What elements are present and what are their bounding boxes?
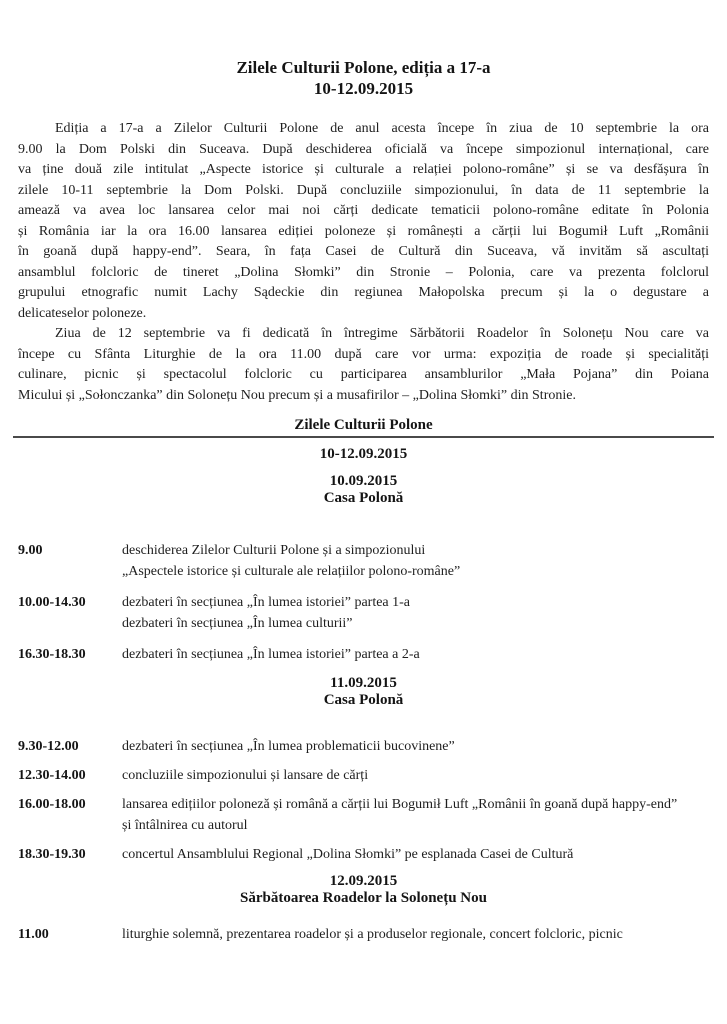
day-venue: Sărbătoarea Roadelor la Solonețu Nou (240, 890, 487, 906)
day-schedule-3 (18, 924, 709, 945)
schedule-description (122, 924, 709, 945)
schedule-row (18, 540, 709, 582)
schedule-description-line: „Aspectele istorice și culturale ale relațiilor polono-române” (122, 564, 461, 579)
paragraph-line: zilele 10-11 septembrie la Dom Polski. După concluziile simpozionului, în data de 11 septembrie la (18, 182, 709, 198)
day-date: 10.09.2015 (329, 473, 398, 489)
intro-section (18, 119, 709, 406)
schedule-row (18, 924, 709, 945)
schedule-description (122, 644, 709, 665)
schedule-description (122, 765, 709, 786)
paragraph-line: Micului și „Sołonczanka” din Solonețu Nou precum și a musafirilor – „Dolina Słomki” din Stronie. (18, 387, 576, 403)
schedule-time: 16.00-18.00 (18, 797, 86, 812)
divider (13, 436, 714, 438)
paragraph-line: amează va avea loc lansarea celor mai noi cărți dedicate tematicii polono-române editate în Polonia (18, 203, 709, 218)
program-title: Zilele Culturii Polone (294, 417, 433, 433)
program-date-range: 10-12.09.2015 (319, 446, 408, 462)
program-header (18, 416, 709, 464)
schedule-row (18, 644, 709, 665)
schedule-description (122, 540, 709, 582)
paragraph-line: Ediția a 17-a a Zilelor Culturii Polone de anul acesta începe în ziua de 10 septembrie la ora (55, 121, 709, 136)
day-date: 11.09.2015 (330, 675, 397, 691)
day-venue: Casa Polonă (323, 692, 404, 708)
schedule-description-line: dezbateri în secțiunea „În lumea istoriei” partea a 2-a (122, 647, 420, 662)
schedule-row (18, 844, 709, 865)
schedule-description (122, 844, 709, 865)
schedule-description-line: liturghie solemnă, prezentarea roadelor și a produselor regionale, concert folcloric, picnic (122, 927, 623, 942)
paragraph-line: începe cu Sfânta Liturghie de la ora 11.00 după care vor urma: expoziția de roade și specialități (18, 346, 709, 362)
paragraph-line: ansamblul folcloric de tineret „Dolina Słomki” din Stronie – Polonia, care va prezenta folclorul (18, 264, 709, 280)
schedule-time: 9.30-12.00 (18, 739, 79, 754)
schedule-description-line: dezbateri în secțiunea „În lumea problematicii bucovinene” (122, 739, 455, 754)
schedule-time: 12.30-14.00 (18, 768, 86, 783)
schedule-time: 16.30-18.30 (18, 647, 86, 662)
day-header-2 (18, 675, 709, 709)
schedule-description-line: lansarea edițiilor poloneză și română a cărții lui Bogumił Luft „Românii în goană după happy-end” (122, 797, 678, 812)
paragraph-line: va ține două zile intitulat „Aspecte istorice și culturale a relației polono-române” și se va desfășura în (18, 162, 709, 177)
schedule-row (18, 592, 709, 634)
paragraph-line: delicateselor poloneze. (18, 305, 147, 321)
paragraph-line: în goană după happy-end”. Seara, în fața Casei de Cultură din Suceava, vă invităm să ascultați (18, 244, 709, 259)
page-title: Zilele Culturii Polone, ediția a 17-a (236, 58, 491, 77)
schedule-description (122, 592, 709, 634)
page-date-range: 10-12.09.2015 (313, 79, 414, 98)
intro-paragraph-1 (18, 119, 709, 324)
schedule-description-line: concluziile simpozionului și lansare de cărți (122, 768, 369, 783)
day-date: 12.09.2015 (329, 873, 398, 889)
paragraph-line: 9.00 la Dom Polski din Suceava. După deschiderea oficială va începe simpozionul internațional, care (18, 141, 709, 157)
schedule-time: 11.00 (18, 927, 49, 942)
schedule-description-line: dezbateri în secțiunea „În lumea istoriei” partea 1-a (122, 595, 411, 610)
day-venue: Casa Polonă (323, 490, 404, 506)
day-schedule-2 (18, 736, 709, 865)
schedule-row (18, 736, 709, 757)
schedule-description-line: concertul Ansamblului Regional „Dolina Słomki” pe esplanada Casei de Cultură (122, 847, 574, 862)
paragraph-line: Ziua de 12 septembrie va fi dedicată în întregime Sărbătorii Roadelor în Solonețu Nou care va (55, 326, 709, 341)
intro-paragraph-2 (18, 324, 709, 406)
paragraph-line: culinare, picnic și spectacolul folcloric cu participarea ansamblurilor „Mała Pojana” din Poiana (18, 367, 709, 382)
schedule-description-line: dezbateri în secțiunea „În lumea culturii” (122, 616, 353, 631)
day-header-3 (18, 873, 709, 907)
schedule-row (18, 765, 709, 786)
schedule-time: 10.00-14.30 (18, 595, 86, 610)
schedule-description-line: și întâlnirea cu autorul (122, 818, 248, 833)
paragraph-line: grupului etnografic numit Lachy Sądeckie din regiunea Małopolska precum și la o degustare a (18, 285, 709, 300)
schedule-time: 18.30-19.30 (18, 847, 86, 862)
paragraph-line: și România iar la ora 16.00 lansarea ediției poloneze și românești a cărții lui Bogumił Luft „Românii (18, 223, 709, 239)
schedule-row (18, 794, 709, 836)
schedule-description (122, 794, 709, 836)
schedule-description (122, 736, 709, 757)
day-schedule-1 (18, 540, 709, 665)
schedule-time: 9.00 (18, 543, 43, 558)
schedule-description-line: deschiderea Zilelor Culturii Polone și a simpozionului (122, 543, 426, 558)
day-header-1 (18, 473, 709, 507)
